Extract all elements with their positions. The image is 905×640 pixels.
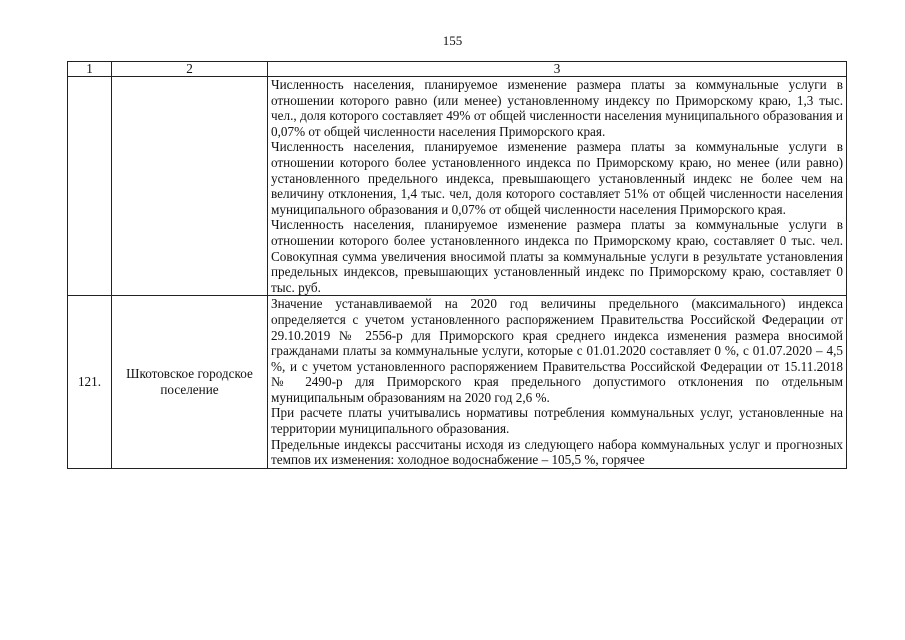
paragraph: Значение устанавливаемой на 2020 год величины предельного (максимального) индекса определяется с учетом установленного распоряжением Правительства Российской Федерации от 29.10.2019 № 2556-р для Приморского края среднего индекса изменения размера вносимой гражданами платы за коммунальные услуги, которые с 01.01.2020 составляет 0 %, с 01.07.2020 – 4,5 %, и с учетом установленного распоряжением Правительства Российской Федерации от 15.11.2018 № 2490-р для Приморского края предельного допустимого отклонения по отдельным муниципальным образованиям на 2020 год 2,6 %. [271,296,843,405]
paragraph: Численность населения, планируемое изменение размера платы за коммунальные услуги в отношении которого более установленного индекса по Приморскому краю, но менее (или равно) установленного предельного индекса, превышающего установленный индекс не более чем на величину отклонения, 1,4 тыс. чел, доля которого составляет 51% от общей численности населения муниципального образования и 0,07% от общей численности населения Приморского края. [271,139,843,217]
paragraph: Предельные индексы рассчитаны исходя из следующего набора коммунальных услуг и прогнозных темпов их изменения: холодное водоснабжение – 105,5 %, горячее [271,436,843,468]
row-text [268,77,847,296]
table-header-row [68,62,847,77]
paragraph: При расчете платы учитывались нормативы потребления коммунальных услуг, установленные на территории муниципального образования. [271,405,843,437]
page-number: 155 [442,33,463,48]
row-text [268,296,847,469]
paragraph: Численность населения, планируемое изменение размера платы за коммунальные услуги в отношении которого более установленного индекса по Приморскому краю, составляет 0 тыс. чел. Совокупная сумма увеличения вносимой платы за коммунальные услуги в результате установления предельных индексов, превышающих установленный индекс по Приморскому краю, составляет 0 тыс. руб. [271,217,843,295]
row-number [68,77,112,296]
table-row [68,296,847,469]
table-row [68,77,847,296]
header-col-2: 2 [112,62,268,77]
header-col-3: 3 [268,62,847,77]
document-table [67,61,847,469]
header-col-1: 1 [68,62,112,77]
municipality-name [112,77,268,296]
row-number: 121. [68,296,112,469]
paragraph: Численность населения, планируемое изменение размера платы за коммунальные услуги в отношении которого равно (или менее) установленному индексу по Приморскому краю, 1,3 тыс. чел., доля которого составляет 49% от общей численности населения муниципального образования и 0,07% от общей численности населения Приморского края. [271,77,843,139]
municipality-name: Шкотовское городское поселение [112,296,268,469]
